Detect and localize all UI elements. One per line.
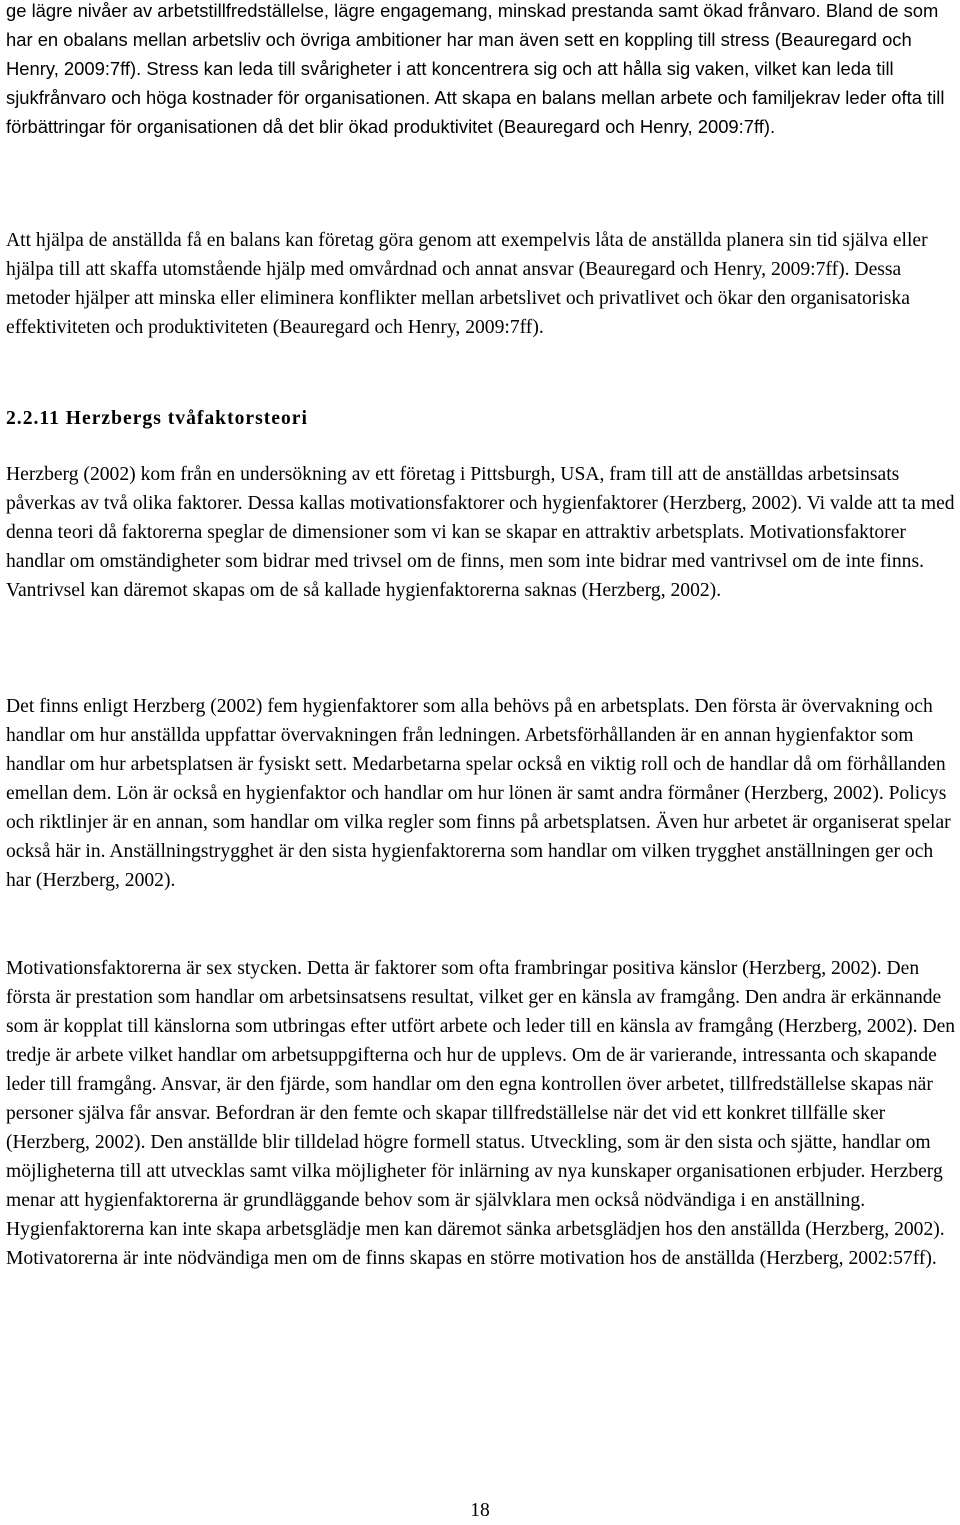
paragraph-motivation-factors: Motivationsfaktorerna är sex stycken. Detta är faktorer som ofta frambringar positiva känslor (Herzberg, 2002). Den första är prestation som handlar om arbetsinsatsens resultat, vilket ger en känsla av framgång. Den andra är erkännande som är kopplat till känslorna som utbringas efter utfört arbete och leder till en känsla av framgång (Herzberg, 2002). Den tredje är arbete vilket handlar om arbetsuppgifterna och hur de upplevs. Om de är varierande, intressanta och skapande leder till framgång. Ansvar, är den fjärde, som handlar om den egna kontrollen över arbetet, tillfredställelse skapas när personer själva får ansvar. Befordran är den femte och skapar tillfredställelse när det vid ett konkret tillfälle sker (Herzberg, 2002). Den anställde blir tilldelad högre formell status. Utveckling, som är den sista och sjätte, handlar om möjligheterna till att utvecklas samt vilka möjligheter för inlärning av nya kunskaper organisationen erbjuder. Herzberg menar att hygienfaktorerna är grundläggande behov som är självklara men också nödvändiga i en anställning. Hygienfaktorerna kan inte skapa arbetsglädje men kan däremot sänka arbetsglädjen hos den anställda (Herzberg, 2002). Motivatorerna är inte nödvändiga men om de finns skapas en större motivation hos de anställda (Herzberg, 2002:57ff). bbox=[6, 958, 956, 1269]
paragraph-herzberg-intro: Herzberg (2002) kom från en undersökning av ett företag i Pittsburgh, USA, fram till att de anställdas arbetsinsats påverkas av två olika faktorer. Dessa kallas motivationsfaktorer och hygienfaktorer (Herzberg, 2002). Vi valde att ta med denna teori då faktorerna speglar de dimensioner som vi kan se skapar en attraktiv arbetsplats. Motivationsfaktorer handlar om omständigheter som bidrar med trivsel om de finns, men som inte bidrar med vantrivsel om de inte finns. Vantrivsel kan däremot skapas om de så kallade hygienfaktorerna saknas (Herzberg, 2002). bbox=[6, 464, 955, 601]
paragraph-helping-employees: Att hjälpa de anställda få en balans kan företag göra genom att exempelvis låta de anställda planera sin tid själva eller hjälpa till att skaffa utomstående hjälp med omvårdnad och annat ansvar (Beauregard och Henry, 2009:7ff). Dessa metoder hjälper att minska eller eliminera konflikter mellan arbetslivet och privatlivet och ökar den organisatoriska effektiviteten och produktiviteten (Beauregard och Henry, 2009:7ff). bbox=[6, 230, 928, 338]
paragraph-hygiene-factors: Det finns enligt Herzberg (2002) fem hygienfaktorer som alla behövs på en arbetsplats. Den första är övervakning och handlar om hur anställda uppfattar övervakningen från ledningen. Arbetsförhållanden är en annan hygienfaktor som handlar om hur arbetsplatsen är fysiskt sett. Medarbetarna spelar också en viktig roll och de handlar då om förhållanden emellan dem. Lön är också en hygienfaktor och handlar om hur lönen är samt andra förmåner (Herzberg, 2002). Policys och riktlinjer är en annan, som handlar om vilka regler som finns på arbetsplatsen. Även hur arbetet är organiserat spelar också här in. Anställningstrygghet är den sista hygienfaktorerna som handlar om vilken trygghet anställningen ger och har (Herzberg, 2002). bbox=[6, 696, 951, 891]
page-number: 18 bbox=[470, 1500, 490, 1521]
section-heading: 2.2.11 Herzbergs tvåfaktorsteori bbox=[6, 408, 308, 429]
paragraph-work-life-balance: ge lägre nivåer av arbetstillfredställelse, lägre engagemang, minskad prestanda samt ökad frånvaro. Bland de som har en obalans mellan arbetsliv och övriga ambitioner har man även sett en koppling till stress (Beauregard och Henry, 2009:7ff). Stress kan leda till svårigheter i att koncentrera sig och att hålla sig vaken, vilket kan leda till sjukfrånvaro och höga kostnader för organisationen. Att skapa en balans mellan arbete och familjekrav leder ofta till förbättringar för organisationen då det blir ökad produktivitet (Beauregard och Henry, 2009:7ff). bbox=[6, 0, 945, 137]
